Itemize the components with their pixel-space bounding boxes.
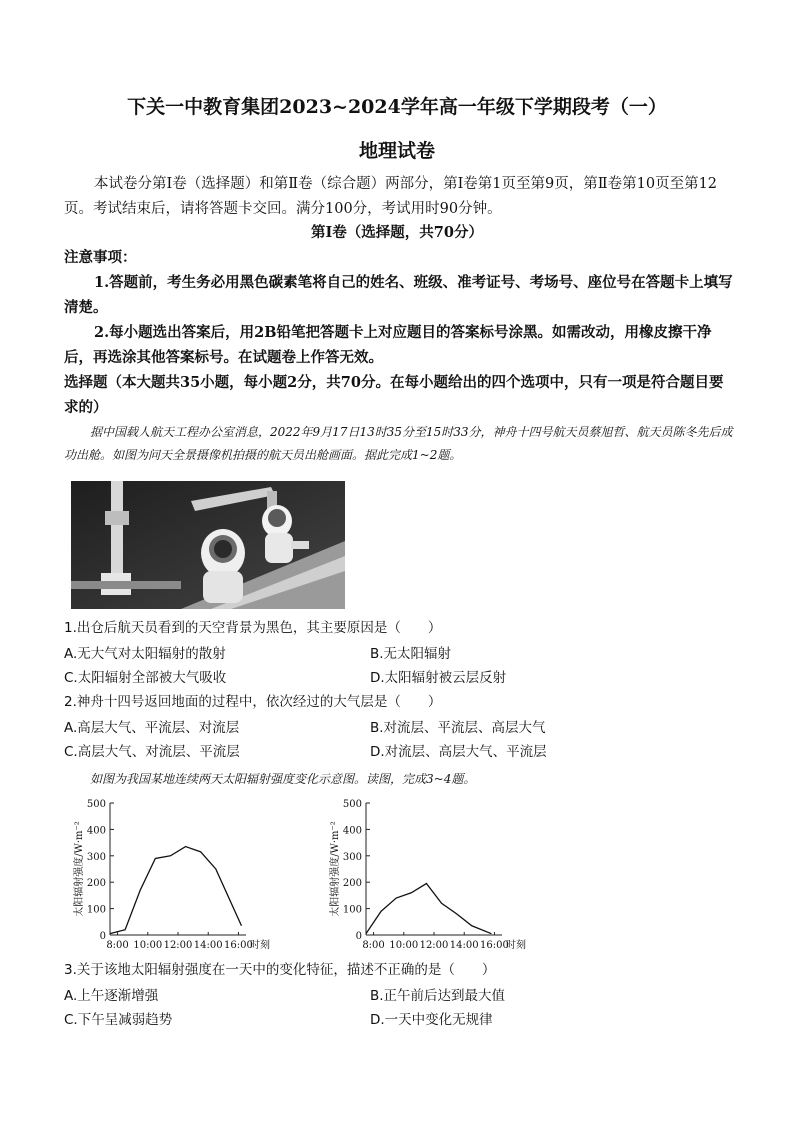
question-3-option-a: A.上午逐渐增强 — [64, 988, 159, 1004]
solar-radiation-chart-day1 — [68, 795, 308, 955]
y-tick-label: 400 — [342, 825, 362, 837]
y-tick-label: 200 — [342, 878, 362, 890]
x-tick-label: 14:00 — [193, 940, 223, 951]
y-tick-label: 500 — [342, 799, 362, 810]
radiation-line — [366, 884, 491, 934]
question-1-option-c: C.太阳辐射全部被大气吸收 — [64, 670, 227, 686]
y-tick-label: 200 — [86, 878, 106, 890]
x-tick-label: 8:00 — [106, 940, 129, 951]
question-2-stem: 2.神舟十四号返回地面的过程中，依次经过的大气层是（ ） — [64, 694, 442, 710]
question-2-option-b: B.对流层、平流层、高层大气 — [370, 720, 546, 736]
radiation-line — [110, 847, 241, 934]
x-tick-label: 16:00 — [224, 940, 253, 951]
question-2-option-c: C.高层大气、对流层、平流层 — [64, 744, 240, 760]
intro-paragraph: 本试卷分第Ⅰ卷（选择题）和第Ⅱ卷（综合题）两部分，第Ⅰ卷第1页至第9页，第Ⅱ卷第10页至第12页。考试结束后，请将答题卡交回。满分100分，考试用时90分钟。 — [64, 176, 718, 217]
exam-title: 下关一中教育集团2023~2024学年高一年级下学期段考（一） — [127, 96, 667, 118]
y-axis-label: 太阳辐射强度/W·m⁻² — [74, 821, 85, 917]
x-axis-label: 时刻 — [506, 940, 526, 951]
question-3-option-d: D.一天中变化无规律 — [370, 1012, 493, 1028]
question-1-option-a: A.无大气对太阳辐射的散射 — [64, 646, 226, 662]
x-tick-label: 10:00 — [133, 940, 163, 951]
y-tick-label: 400 — [86, 825, 106, 837]
y-tick-label: 0 — [355, 931, 362, 942]
y-tick-label: 100 — [86, 904, 106, 916]
question-1-stem: 1.出仓后航天员看到的天空背景为黑色，其主要原因是（ ） — [64, 620, 442, 636]
solar-radiation-chart-day2 — [324, 795, 564, 955]
question-2-option-a: A.高层大气、平流层、对流层 — [64, 720, 240, 736]
choice-section-header: 选择题（本大题共35小题，每小题2分，共70分。在每小题给出的四个选项中，只有一项是符合题目要求的） — [64, 374, 724, 416]
x-tick-label: 12:00 — [163, 940, 193, 951]
notice-label: 注意事项： — [64, 249, 137, 266]
question-3-option-c: C.下午呈减弱趋势 — [64, 1012, 173, 1028]
question-1-option-b: B.无太阳辐射 — [370, 646, 452, 662]
exam-subtitle: 地理试卷 — [358, 140, 435, 162]
notice-item-1: 1.答题前，考生务必用黑色碳素笔将自己的姓名、班级、准考证号、考场号、座位号在答题卡上填写清楚。 — [64, 274, 733, 316]
question-2-option-d: D.对流层、高层大气、平流层 — [370, 744, 547, 760]
x-tick-label: 8:00 — [362, 940, 385, 951]
x-tick-label: 16:00 — [480, 940, 509, 951]
notice-item-2: 2.每小题选出答案后，用2B铅笔把答题卡上对应题目的答案标号涂黑。如需改动，用橡皮擦干净后，再选涂其他答案标号。在试题卷上作答无效。 — [64, 324, 712, 366]
section1-title: 第Ⅰ卷（选择题，共70分） — [311, 224, 483, 241]
astronaut-photo — [71, 481, 345, 609]
y-tick-label: 300 — [342, 851, 362, 863]
x-axis-label: 时刻 — [250, 940, 270, 951]
y-tick-label: 100 — [342, 904, 362, 916]
x-tick-label: 10:00 — [389, 940, 419, 951]
context-paragraph-1: 据中国载人航天工程办公室消息，2022年9月17日13时35分至15时33分，神舟十四号航天员蔡旭哲、航天员陈冬先后成功出舱。如图为问天全景摄像机拍摄的航天员出舱画面。据此完成1~2题。 — [64, 425, 733, 462]
x-tick-label: 12:00 — [419, 940, 449, 951]
y-tick-label: 300 — [86, 851, 106, 863]
y-tick-label: 0 — [99, 931, 106, 942]
question-3-stem: 3.关于该地太阳辐射强度在一天中的变化特征，描述不正确的是（ ） — [64, 962, 496, 978]
y-tick-label: 500 — [86, 799, 106, 810]
y-axis-label: 太阳辐射强度/W·m⁻² — [330, 821, 341, 917]
x-tick-label: 14:00 — [449, 940, 479, 951]
question-3-option-b: B.正午前后达到最大值 — [370, 988, 506, 1004]
context-paragraph-2: 如图为我国某地连续两天太阳辐射强度变化示意图。读图，完成3~4题。 — [90, 772, 476, 786]
question-1-option-d: D.太阳辐射被云层反射 — [370, 670, 507, 686]
